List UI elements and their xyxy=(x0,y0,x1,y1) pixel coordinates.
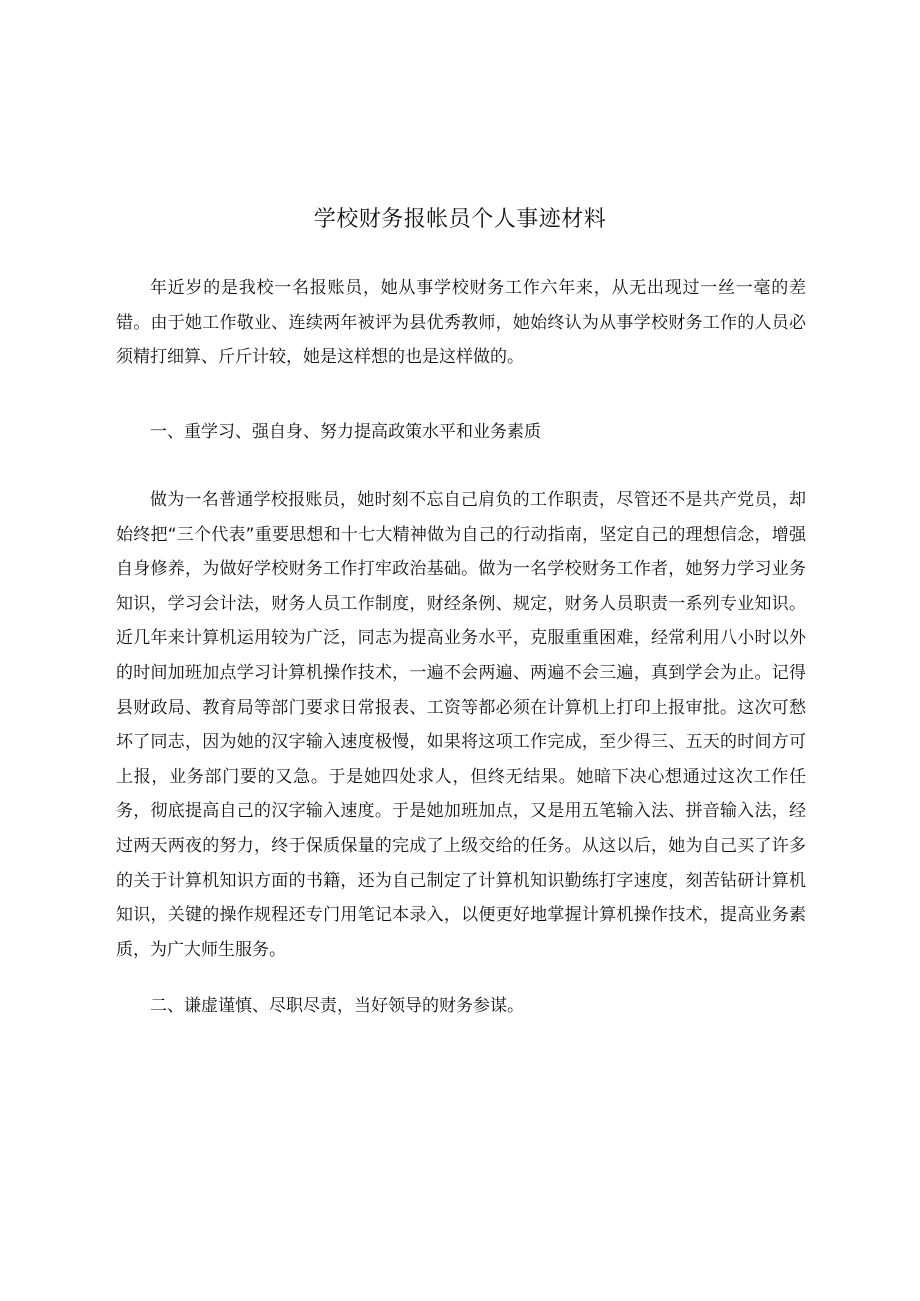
section-1-body: 做为一名普通学校报账员，她时刻不忘自己肩负的工作职责，尽管还不是共产党员，却始终把“三个代表”重要思想和十七大精神做为自己的行动指南，坚定自己的理想信念，增强自身修养，为做好学校财务工作打牢政治基础。做为一名学校财务工作者，她努力学习业务知识，学习会计法，财务人员工作制度，财经条例、规定，财务人员职责一系列专业知识。近几年来计算机运用较为广泛，同志为提高业务水平，克服重重困难，经常利用八小时以外的时间加班加点学习计算机操作技术，一遍不会两遍、两遍不会三遍，真到学会为止。记得县财政局、教育局等部门要求日常报表、工资等都必须在计算机上打印上报审批。这次可愁坏了同志，因为她的汉字输入速度极慢，如果将这项工作完成，至少得三、五天的时间方可上报，业务部门要的又急。于是她四处求人，但终无结果。她暗下决心想通过这次工作任务，彻底提高自己的汉字输入速度。于是她加班加点，又是用五笔输入法、拼音输入法，经过两天两夜的努力，终于保质保量的完成了上级交给的任务。从这以后，她为自己买了许多的关于计算机知识方面的书籍，还为自己制定了计算机知识勤练打字速度，刻苦钻研计算机知识，关键的操作规程还专门用笔记本录入，以便更好地掌握计算机操作技术，提高业务素质，为广大师生服务。 xyxy=(116,490,806,960)
section-2-heading: 二、谦虚谨慎、尽职尽责，当好领导的财务参谋。 xyxy=(150,996,524,1016)
section-1-heading: 一、重学习、强自身、努力提高政策水平和业务素质 xyxy=(150,422,541,442)
document-title: 学校财务报帐员个人事迹材料 xyxy=(313,207,607,232)
intro-paragraph: 年近岁的是我校一名报账员，她从事学校财务工作六年来，从无出现过一丝一毫的差错。由于她工作敬业、连续两年被评为县优秀教师，她始终认为从事学校财务工作的人员必须精打细算、斤斤计较，她是这样想的也是这样做的。 xyxy=(116,278,806,368)
